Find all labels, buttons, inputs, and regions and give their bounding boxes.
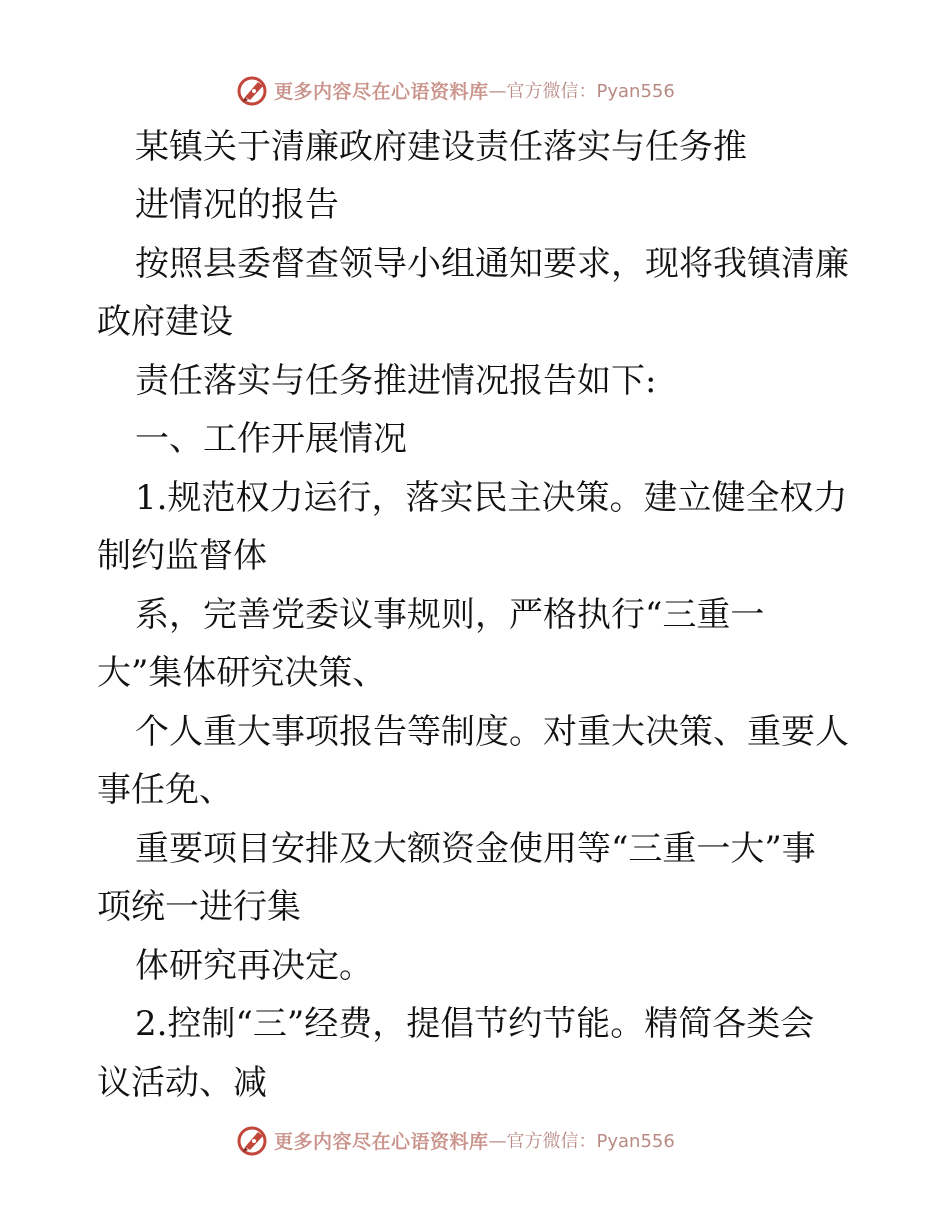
doc-text-line: 重要项目安排及大额资金使用等“三重一大”事 <box>135 829 816 869</box>
doc-text-line: 按照县委督查领导小组通知要求，现将我镇清廉 <box>135 244 849 284</box>
header-banner-contact: —官方微信：Pyan556 <box>488 81 675 102</box>
doc-text-line: 2.控制“三”经费，提倡节约节能。精简各类会 <box>135 1004 815 1044</box>
doc-text-line: 事任免、 <box>97 770 233 810</box>
doc-text-line: 系，完善党委议事规则，严格执行“三重一 <box>135 595 765 635</box>
pen-logo-icon <box>236 73 270 107</box>
header-watermark-banner <box>236 70 756 110</box>
doc-text-line: 大”集体研究决策、 <box>97 653 387 693</box>
doc-text-line: 政府建设 <box>97 302 233 342</box>
footer-banner-title: 更多内容尽在心语资料库 <box>274 1130 489 1153</box>
doc-text-line: 体研究再决定。 <box>135 946 373 986</box>
doc-section-heading: 一、工作开展情况 <box>135 419 407 459</box>
doc-text-line: 项统一进行集 <box>97 887 301 927</box>
doc-title-line-2: 进情况的报告 <box>135 185 339 225</box>
doc-text-line: 个人重大事项报告等制度。对重大决策、重要人 <box>135 712 849 752</box>
doc-title-line-1: 某镇关于清廉政府建设责任落实与任务推 <box>135 127 747 167</box>
doc-text-line: 议活动、减 <box>97 1063 267 1103</box>
header-banner-title: 更多内容尽在心语资料库 <box>274 80 489 103</box>
doc-text-line: 责任落实与任务推进情况报告如下: <box>135 361 657 401</box>
doc-text-line: 制约监督体 <box>97 536 267 576</box>
pen-logo-icon <box>236 1123 270 1157</box>
doc-text-line: 1.规范权力运行，落实民主决策。建立健全权力 <box>135 478 848 518</box>
footer-banner-contact: —官方微信：Pyan556 <box>488 1131 675 1152</box>
footer-watermark-banner <box>236 1120 756 1160</box>
